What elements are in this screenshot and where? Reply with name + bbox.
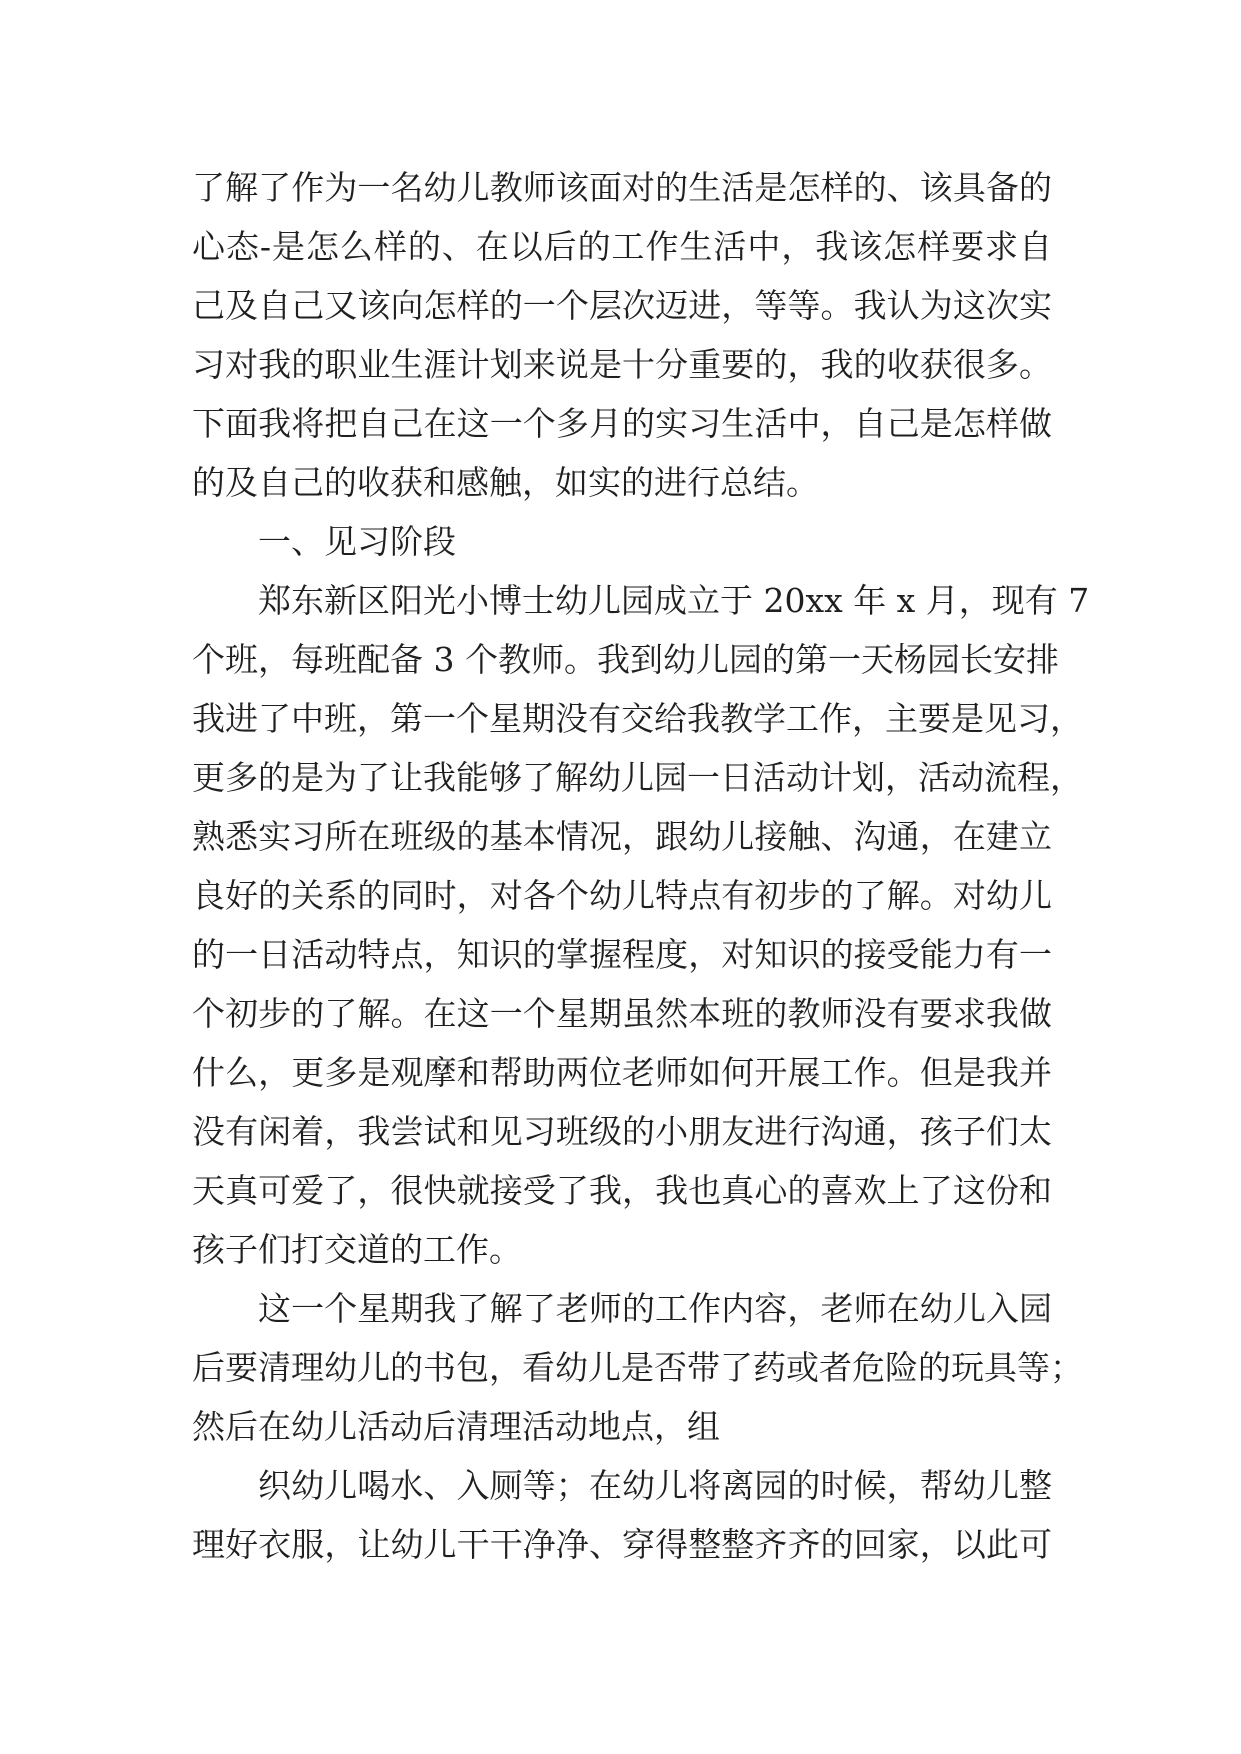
- text-line: 后要清理幼儿的书包，看幼儿是否带了药或者危险的玩具等；: [192, 1348, 1083, 1387]
- text-line: 然后在幼儿活动后清理活动地点，组: [192, 1407, 720, 1446]
- text-line: 的及自己的收获和感触，如实的进行总结。: [192, 463, 819, 502]
- text-line: 下面我将把自己在这一个多月的实习生活中，自己是怎样做: [192, 404, 1052, 443]
- text-line: 郑东新区阳光小博士幼儿园成立于 20xx 年 x 月，现有 7: [258, 581, 1090, 620]
- text-line: 熟悉实习所在班级的基本情况，跟幼儿接触、沟通，在建立: [192, 817, 1052, 856]
- text-line: 天真可爱了，很快就接受了我，我也真心的喜欢上了这份和: [192, 1171, 1052, 1210]
- text-line: 更多的是为了让我能够了解幼儿园一日活动计划，活动流程，: [192, 758, 1083, 797]
- text-line: 了解了作为一名幼儿教师该面对的生活是怎样的、该具备的: [192, 168, 1052, 207]
- text-line: 理好衣服，让幼儿干干净净、穿得整整齐齐的回家，以此可: [192, 1525, 1052, 1564]
- text-line: 什么，更多是观摩和帮助两位老师如何开展工作。但是我并: [192, 1053, 1052, 1092]
- text-line: 个班，每班配备 3 个教师。我到幼儿园的第一天杨园长安排: [192, 640, 1059, 679]
- section-heading: 一、见习阶段: [258, 522, 456, 561]
- text-line: 这一个星期我了解了老师的工作内容，老师在幼儿入园: [258, 1289, 1052, 1328]
- text-line: 孩子们打交道的工作。: [192, 1230, 522, 1269]
- text-line: 织幼儿喝水、入厕等；在幼儿将离园的时候，帮幼儿整: [258, 1466, 1052, 1505]
- text-line: 心态-是怎么样的、在以后的工作生活中，我该怎样要求自: [192, 227, 1052, 266]
- text-line: 的一日活动特点，知识的掌握程度，对知识的接受能力有一: [192, 935, 1052, 974]
- text-line: 我进了中班，第一个星期没有交给我教学工作，主要是见习，: [192, 699, 1083, 738]
- text-line: 习对我的职业生涯计划来说是十分重要的，我的收获很多。: [192, 345, 1052, 384]
- text-line: 个初步的了解。在这一个星期虽然本班的教师没有要求我做: [192, 994, 1052, 1033]
- body-text: [192, 158, 1090, 1574]
- text-line: 没有闲着，我尝试和见习班级的小朋友进行沟通，孩子们太: [192, 1112, 1052, 1151]
- text-line: 良好的关系的同时，对各个幼儿特点有初步的了解。对幼儿: [192, 876, 1052, 915]
- text-line: 己及自己又该向怎样的一个层次迈进，等等。我认为这次实: [192, 286, 1052, 325]
